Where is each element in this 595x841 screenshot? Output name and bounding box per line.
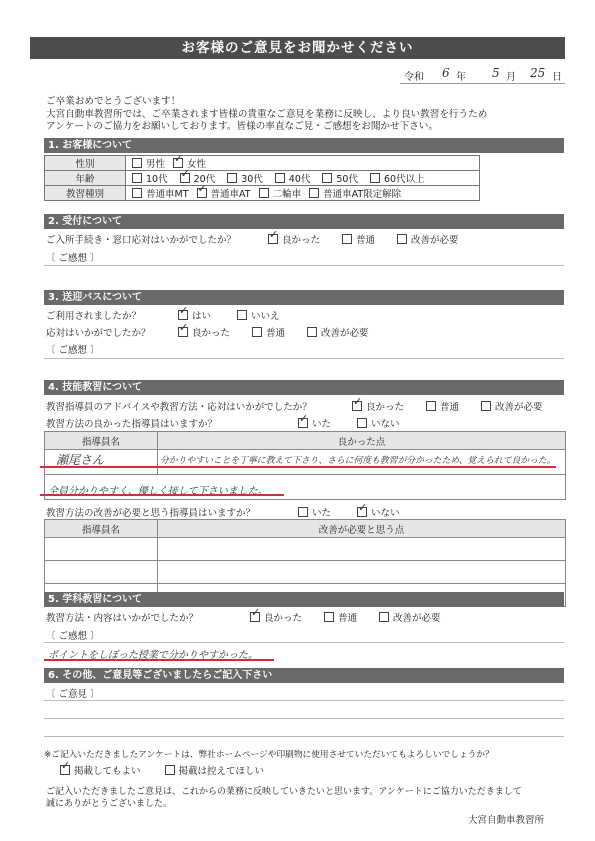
classroom-question: 教習方法・内容はいかがでしたか？ (46, 613, 199, 624)
option-label: 良かった (264, 613, 303, 624)
checkbox-icon[interactable] (132, 158, 142, 168)
option-label: 掲載は控えてほしい (178, 766, 265, 777)
option-good-instructor-0[interactable] (298, 419, 331, 430)
classroom-options (250, 610, 463, 624)
other-comment-label: 〔 ご意見 〕 (46, 689, 100, 700)
intro-text (46, 96, 566, 134)
checkbox-icon[interactable] (357, 418, 367, 428)
option-label: 40代 (288, 174, 311, 185)
checkbox-icon[interactable] (259, 188, 269, 198)
col-instructor-name: 指導員名 (45, 520, 158, 538)
option-course-3[interactable] (309, 189, 401, 200)
classroom-comment-line (44, 642, 564, 643)
practical-question: 教習指導員のアドバイスや教習方法・応対はいかがでしたか？ (46, 402, 312, 413)
option-label: 掲載してもよい (74, 766, 141, 777)
bus-service-options (178, 325, 391, 339)
option-age-4[interactable] (322, 174, 358, 185)
option-bus-service-1[interactable] (252, 328, 285, 339)
option-consent-0[interactable] (60, 766, 141, 777)
option-label: いない (371, 508, 400, 519)
option-label: いない (371, 419, 400, 430)
checkbox-icon[interactable] (165, 765, 175, 775)
option-label: 普通車AT限定解除 (323, 189, 402, 200)
reception-options (268, 232, 481, 246)
option-label: 良かった (282, 235, 321, 246)
checkbox-icon[interactable] (197, 188, 207, 198)
gender-row (45, 156, 480, 171)
checkbox-icon[interactable] (178, 310, 188, 320)
date-era: 令和 (404, 72, 424, 83)
option-course-1[interactable] (197, 189, 251, 200)
checkbox-icon[interactable] (178, 327, 188, 337)
option-label: いた (312, 508, 332, 519)
checkbox-icon[interactable] (227, 173, 237, 183)
age-row (45, 171, 480, 186)
option-label: 普通車MT (146, 189, 189, 200)
date-month-unit: 月 (506, 72, 516, 83)
section-1-heading: 1. お客様について (44, 138, 564, 153)
good-instructor-name: 瀬尾さん (56, 453, 105, 467)
good-instructor-question: 教習方法の良かった指導員はいますか？ (46, 419, 218, 430)
option-label: はい (192, 311, 212, 322)
age-options (126, 171, 480, 186)
option-label: 普通 (266, 328, 286, 339)
company-name: 大宮自動車教習所 (468, 815, 545, 826)
option-label: いた (312, 419, 332, 430)
checkbox-icon[interactable] (370, 173, 380, 183)
option-bus-service-2[interactable] (307, 328, 369, 339)
other-comment-line (44, 736, 564, 737)
option-gender-0[interactable] (132, 159, 165, 170)
checkbox-icon[interactable] (275, 173, 285, 183)
consent-options (60, 763, 288, 777)
course-row (45, 186, 480, 201)
checkbox-icon[interactable] (298, 507, 308, 517)
classroom-comment-label: 〔 ご感想 〕 (46, 631, 100, 642)
page-title: お客様のご意見をお聞かせください (30, 37, 565, 59)
checkbox-icon[interactable] (342, 234, 352, 244)
checkbox-icon[interactable] (180, 173, 190, 183)
checkbox-icon[interactable] (250, 612, 260, 622)
checkbox-icon[interactable] (352, 401, 362, 411)
option-reception-2[interactable] (397, 235, 459, 246)
option-label: 50代 (336, 174, 358, 185)
col-instructor-name: 指導員名 (45, 432, 158, 450)
checkbox-icon[interactable] (379, 612, 389, 622)
option-label: 普通 (338, 613, 358, 624)
option-course-0[interactable] (132, 189, 189, 200)
date-year-unit: 年 (456, 72, 466, 83)
closing-line: 誠にありがとうございました。 (46, 799, 173, 809)
red-underline (44, 659, 274, 661)
reception-comment-line (44, 265, 564, 266)
bus-service-question: 応対はいかがでしたか？ (46, 328, 151, 339)
option-label: 良かった (366, 402, 405, 413)
section-4-heading: 4. 技能教習について (44, 380, 564, 395)
checkbox-icon[interactable] (268, 234, 278, 244)
date-underline (400, 83, 565, 84)
option-label: 普通 (356, 235, 376, 246)
section-6-heading: 6. その他、ご意見等ございましたらご記入下さい (44, 668, 564, 683)
bus-comment-label: 〔 ご感想 〕 (46, 345, 100, 356)
option-consent-1[interactable] (165, 766, 265, 777)
bus-use-question: ご利用されましたか？ (46, 311, 142, 322)
option-practical-2[interactable] (481, 402, 543, 413)
checkbox-icon[interactable] (237, 310, 247, 320)
checkbox-icon[interactable] (252, 327, 262, 337)
reception-comment-label: 〔 ご感想 〕 (46, 253, 100, 264)
checkbox-icon[interactable] (481, 401, 491, 411)
other-comment-line (44, 718, 564, 719)
bad-instructor-options (298, 505, 426, 519)
option-label: 良かった (192, 328, 231, 339)
option-label: 60代以上 (383, 174, 425, 185)
checkbox-icon[interactable] (298, 418, 308, 428)
option-reception-0[interactable] (268, 235, 320, 246)
option-reception-1[interactable] (342, 235, 375, 246)
gender-options (126, 156, 480, 171)
section-5-heading: 5. 学科教習について (44, 592, 564, 607)
option-bus-service-0[interactable] (178, 328, 230, 339)
checkbox-icon[interactable] (322, 173, 332, 183)
section-3-heading: 3. 送迎バスについて (44, 290, 564, 305)
col-improvement-points: 改善が必要と思う点 (158, 520, 566, 538)
checkbox-icon[interactable] (60, 765, 70, 775)
consent-question: ※ご記入いただきましたアンケートは、弊社ホームページや印刷物に使用させていただいてもよろしいでしょうか？ (44, 750, 494, 760)
option-classroom-1[interactable] (324, 613, 357, 624)
course-label: 教習種別 (45, 186, 126, 201)
date-day-unit: 日 (552, 72, 562, 83)
option-good-instructor-1[interactable] (357, 419, 400, 430)
customer-table (44, 155, 480, 201)
checkbox-icon[interactable] (307, 327, 317, 337)
option-bus-use-1[interactable] (237, 311, 280, 322)
option-label: 30代 (241, 174, 263, 185)
classroom-comment: ポイントをしぼった授業で分かりやすかった。 (48, 650, 258, 661)
option-label: 女性 (187, 159, 207, 170)
closing-line: ご記入いただきましたご意見は、これからの業務に反映していきたいと思います。アンケートにご協力いただきまして (46, 787, 522, 797)
option-label: 改善が必要 (321, 328, 369, 339)
date-year: 6 (442, 66, 450, 80)
option-label: 普通車AT (210, 189, 251, 200)
checkbox-icon[interactable] (309, 188, 319, 198)
bad-instructor-question: 教習方法の改善が必要と思う指導員はいますか？ (46, 508, 256, 519)
option-label: 改善が必要 (393, 613, 441, 624)
checkbox-icon[interactable] (357, 507, 367, 517)
option-age-0[interactable] (132, 174, 168, 185)
checkbox-icon[interactable] (397, 234, 407, 244)
option-label: 二輪車 (272, 189, 302, 200)
option-label: 男性 (146, 159, 166, 170)
red-underline (40, 466, 556, 468)
good-instructor-options (298, 416, 426, 430)
good-instructor-comment: 分かりやすいことを丁寧に教えて下さり、さらに何度も教習が分かったため、覚えられて良かった。 (160, 456, 556, 466)
option-label: 10代 (146, 174, 168, 185)
option-label: いいえ (251, 311, 280, 322)
intro-line: ご卒業おめでとうございます！ (46, 96, 181, 107)
checkbox-icon[interactable] (426, 401, 436, 411)
option-classroom-0[interactable] (250, 613, 302, 624)
closing-text (46, 786, 566, 810)
option-age-3[interactable] (275, 174, 311, 185)
good-instructor-comment-2: 全員分かりやすく、優しく接して下さいました。 (48, 486, 268, 497)
gender-label: 性別 (45, 156, 126, 171)
option-practical-1[interactable] (426, 402, 459, 413)
checkbox-icon[interactable] (132, 173, 142, 183)
intro-line: 大宮自動車教習所では、ご卒業されます皆様の貴重なご意見を業務に反映し、より良い教習を行うため (46, 108, 488, 120)
option-bad-instructor-0[interactable] (298, 508, 331, 519)
bus-use-options (178, 308, 306, 322)
practical-options (352, 399, 565, 413)
age-label: 年齢 (45, 171, 126, 186)
option-label: 普通 (440, 402, 460, 413)
option-label: 改善が必要 (495, 402, 543, 413)
option-label: 改善が必要 (411, 235, 459, 246)
checkbox-icon[interactable] (324, 612, 334, 622)
option-age-5[interactable] (370, 174, 425, 185)
option-bad-instructor-1[interactable] (357, 508, 400, 519)
date-day: 25 (530, 66, 546, 80)
section-2-heading: 2. 受付について (44, 214, 564, 229)
checkbox-icon[interactable] (132, 188, 142, 198)
option-age-2[interactable] (227, 174, 263, 185)
date-month: 5 (492, 66, 500, 80)
col-good-points: 良かった点 (158, 432, 566, 450)
red-underline (40, 494, 284, 496)
reception-question: ご入所手続き・窓口応対はいかがでしたか？ (46, 235, 237, 246)
option-classroom-2[interactable] (379, 613, 441, 624)
bus-comment-line (44, 358, 564, 359)
other-comment-line (44, 700, 564, 701)
course-options (126, 186, 480, 201)
intro-line: アンケートのご協力をお願いしております。皆様の率直なご見・ご感想をお聞かせ下さい。 (46, 121, 438, 132)
option-label: 20代 (193, 174, 216, 185)
option-practical-0[interactable] (352, 402, 404, 413)
option-course-2[interactable] (259, 189, 302, 200)
